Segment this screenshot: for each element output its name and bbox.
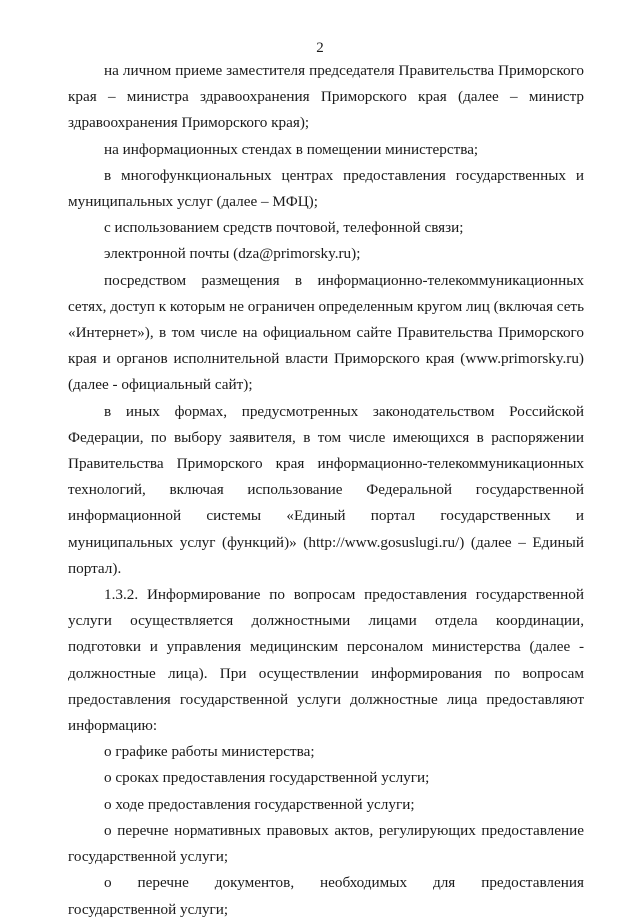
paragraph: с использованием средств почтовой, телефонной связи; — [104, 219, 464, 237]
document-body — [68, 58, 584, 923]
paragraph: 1.3.2. Информирование по вопросам предоставления государственной услуги осуществляется должностными лицами отдела координации, подготовки и управления медицинским персоналом министерства (далее - должностные лица). При осуществлении информирования по вопросам предоставления государственной услуги должностные лица предоставляют информацию: — [68, 586, 584, 735]
paragraph: о перечне нормативных правовых актов, регулирующих предоставление государственной услуги; — [68, 821, 584, 866]
paragraph: в иных формах, предусмотренных законодательством Российской Федерации, по выбору заявителя, в том числе имеющихся в распоряжении Правительства Приморского края информационно-телекоммуникационных технологий, включая использование Федеральной государственной информационной системы «Единый портал государственных и муниципальных услуг (функций)» (http://www.gosuslugi.ru/) (далее – Единый портал). — [68, 402, 584, 577]
page-number: 2 — [316, 40, 324, 56]
paragraph: о сроках предоставления государственной услуги; — [104, 769, 430, 787]
paragraph: на личном приеме заместителя председателя Правительства Приморского края – министра здравоохранения Приморского края (далее – министр здравоохранения Приморского края); — [68, 62, 584, 132]
paragraph: о перечне документов, необходимых для предоставления государственной услуги; — [68, 874, 584, 918]
paragraph: посредством размещения в информационно-телекоммуникационных сетях, доступ к которым не ограничен определенным кругом лиц (включая сеть «Интернет»), в том числе на официальном сайте Правительства Приморского края и органов исполнительной власти Приморского края (www.primorsky.ru) (далее - официальный сайт); — [68, 271, 584, 394]
paragraph: в многофункциональных центрах предоставления государственных и муниципальных услуг (далее – МФЦ); — [68, 166, 584, 211]
paragraph: о ходе предоставления государственной услуги; — [104, 795, 415, 813]
paragraph: о графике работы министерства; — [104, 743, 315, 761]
paragraph: электронной почты (dza@primorsky.ru); — [104, 245, 361, 263]
paragraph: на информационных стендах в помещении министерства; — [104, 140, 479, 158]
